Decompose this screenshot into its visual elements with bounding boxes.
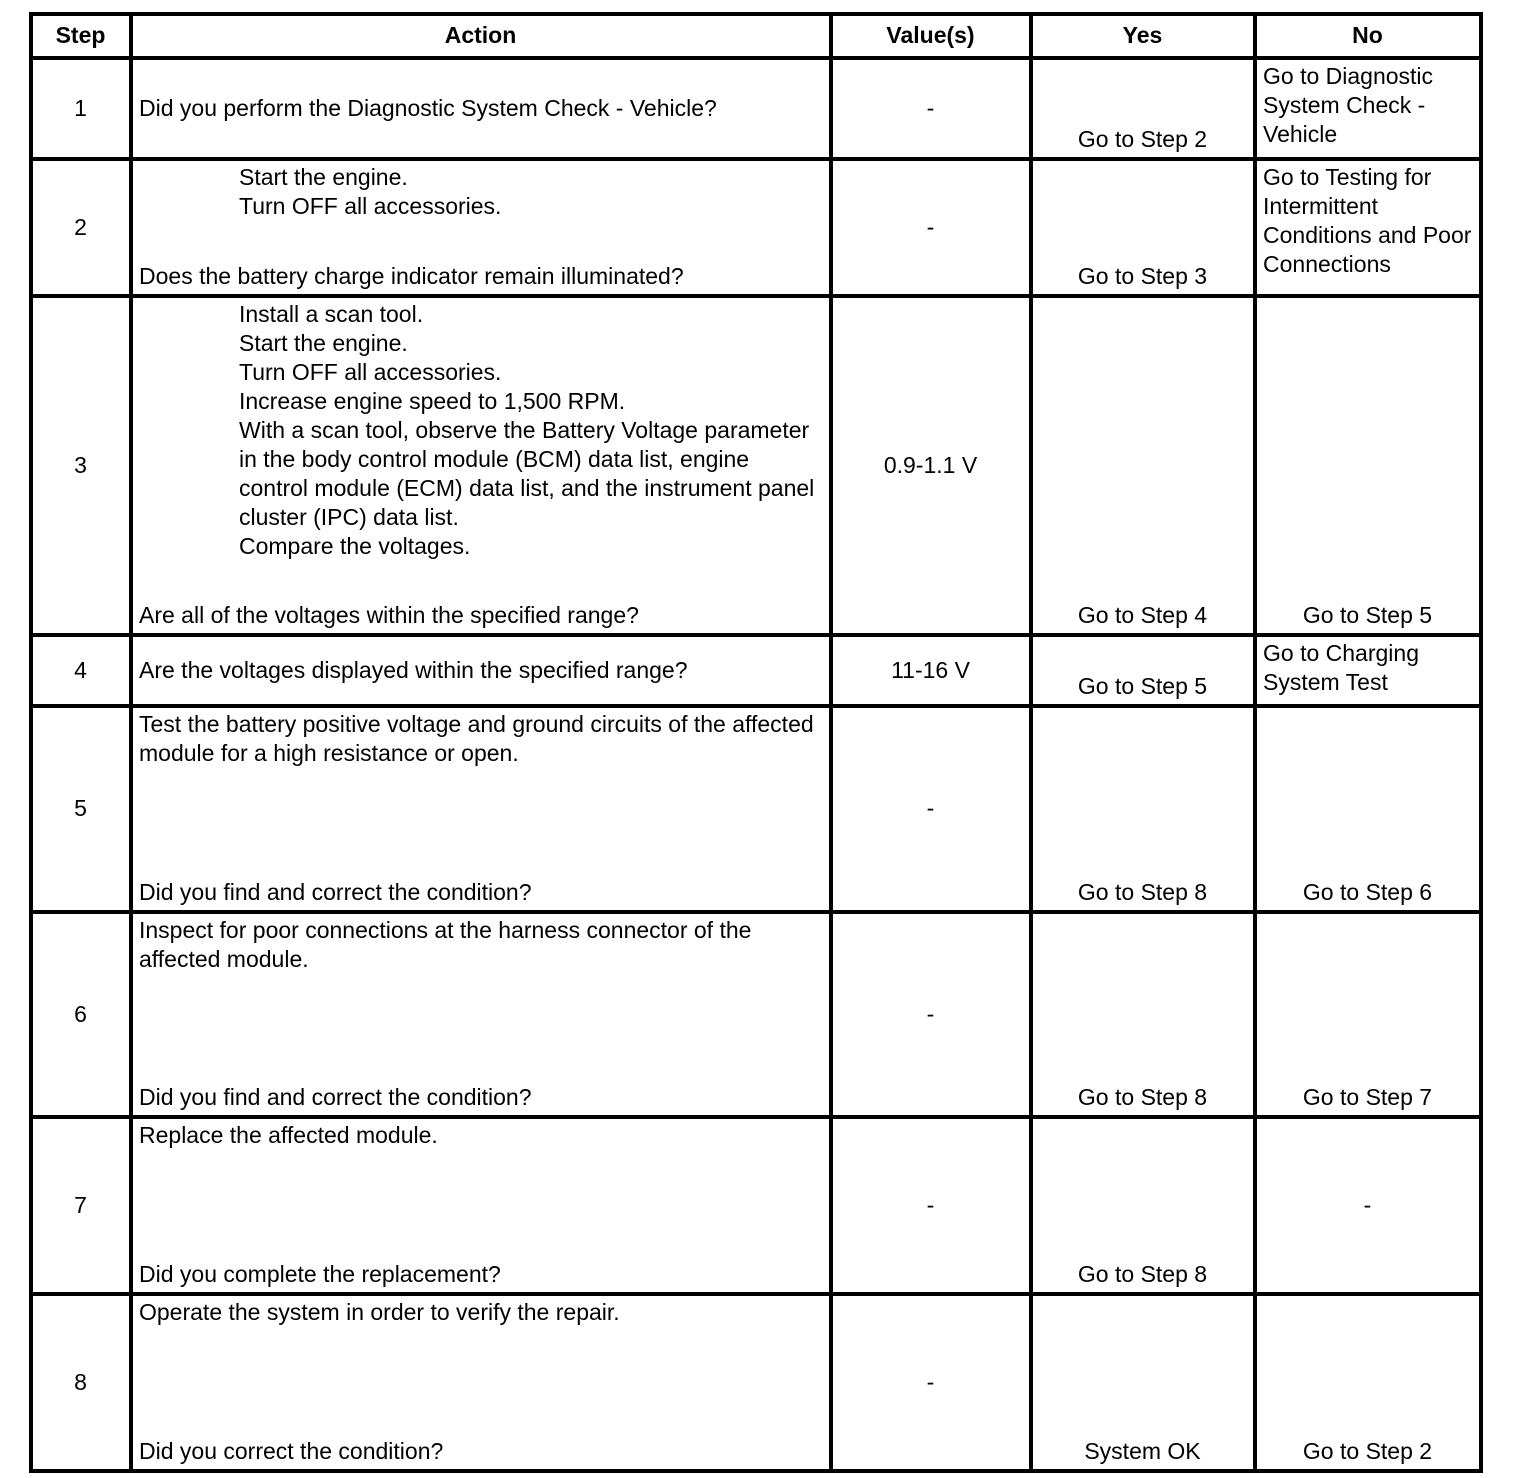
- header-row: [31, 14, 1481, 58]
- value-cell: -: [831, 912, 1031, 1117]
- substep-list: [139, 300, 822, 561]
- step-number: 8: [31, 1294, 131, 1471]
- value-cell: -: [831, 1117, 1031, 1294]
- table-row: [31, 912, 1481, 1117]
- action-question: Did you find and correct the condition?: [139, 879, 532, 905]
- action-question: Did you correct the condition?: [139, 1438, 444, 1464]
- table-row: [31, 635, 1481, 706]
- action-cell: [131, 159, 831, 296]
- action-instruction: Replace the affected module.: [139, 1122, 438, 1148]
- header-step: Step: [31, 14, 131, 58]
- yes-cell: Go to Step 2: [1031, 58, 1255, 159]
- action-question: Did you perform the Diagnostic System Check - Vehicle?: [139, 94, 717, 121]
- substep: Turn OFF all accessories.: [239, 193, 502, 219]
- action-instruction: Test the battery positive voltage and ground circuits of the affected module for a high resistance or open.: [139, 711, 814, 766]
- yes-cell: Go to Step 5: [1031, 635, 1255, 706]
- action-instruction: Inspect for poor connections at the harness connector of the affected module.: [139, 917, 752, 972]
- value-cell: -: [831, 159, 1031, 296]
- action-cell: [131, 706, 831, 912]
- value-cell: -: [831, 1294, 1031, 1471]
- diagnostic-table: [29, 12, 1483, 1473]
- step-number: 7: [31, 1117, 131, 1294]
- step-number: 5: [31, 706, 131, 912]
- action-cell: [131, 1294, 831, 1471]
- table-row: [31, 706, 1481, 912]
- yes-cell: Go to Step 4: [1031, 296, 1255, 635]
- header-action: Action: [131, 14, 831, 58]
- substep: Start the engine.: [239, 164, 408, 190]
- action-question: Are all of the voltages within the specified range?: [139, 602, 639, 628]
- table-row: [31, 1294, 1481, 1471]
- yes-cell: Go to Step 8: [1031, 912, 1255, 1117]
- table-row: [31, 1117, 1481, 1294]
- value-cell: 11-16 V: [831, 635, 1031, 706]
- step-number: 6: [31, 912, 131, 1117]
- action-instruction: Operate the system in order to verify the repair.: [139, 1299, 620, 1325]
- value-cell: -: [831, 58, 1031, 159]
- yes-cell: Go to Step 8: [1031, 706, 1255, 912]
- substep: With a scan tool, observe the Battery Voltage parameter in the body control module (BCM) data list, engine control module (ECM) data list, and the instrument panel cluster (IPC) data list.: [239, 417, 815, 530]
- substep: Increase engine speed to 1,500 RPM.: [239, 388, 626, 414]
- no-cell: -: [1255, 1117, 1481, 1294]
- no-cell: Go to Diagnostic System Check - Vehicle: [1255, 58, 1481, 159]
- no-cell: Go to Step 2: [1255, 1294, 1481, 1471]
- yes-cell: Go to Step 8: [1031, 1117, 1255, 1294]
- no-cell: Go to Step 6: [1255, 706, 1481, 912]
- substep-list: [139, 163, 822, 221]
- action-cell: [131, 1117, 831, 1294]
- table-row: [31, 159, 1481, 296]
- substep: Turn OFF all accessories.: [239, 359, 502, 385]
- header-values: Value(s): [831, 14, 1031, 58]
- action-question: Does the battery charge indicator remain illuminated?: [139, 263, 684, 289]
- step-number: 1: [31, 58, 131, 159]
- no-cell: Go to Testing for Intermittent Conditions and Poor Connections: [1255, 159, 1481, 296]
- action-question: Are the voltages displayed within the specified range?: [139, 656, 688, 683]
- header-yes: Yes: [1031, 14, 1255, 58]
- step-number: 2: [31, 159, 131, 296]
- substep: Start the engine.: [239, 330, 408, 356]
- value-cell: 0.9-1.1 V: [831, 296, 1031, 635]
- action-question: Did you find and correct the condition?: [139, 1084, 532, 1110]
- action-cell: [131, 635, 831, 706]
- no-cell: Go to Charging System Test: [1255, 635, 1481, 706]
- yes-cell: System OK: [1031, 1294, 1255, 1471]
- no-cell: Go to Step 5: [1255, 296, 1481, 635]
- yes-cell: Go to Step 3: [1031, 159, 1255, 296]
- header-no: No: [1255, 14, 1481, 58]
- table-row: [31, 296, 1481, 635]
- action-cell: [131, 296, 831, 635]
- substep: Install a scan tool.: [239, 301, 424, 327]
- table-row: [31, 58, 1481, 159]
- action-cell: [131, 58, 831, 159]
- step-number: 3: [31, 296, 131, 635]
- substep: Compare the voltages.: [239, 533, 471, 559]
- value-cell: -: [831, 706, 1031, 912]
- no-cell: Go to Step 7: [1255, 912, 1481, 1117]
- step-number: 4: [31, 635, 131, 706]
- action-cell: [131, 912, 831, 1117]
- action-question: Did you complete the replacement?: [139, 1261, 501, 1287]
